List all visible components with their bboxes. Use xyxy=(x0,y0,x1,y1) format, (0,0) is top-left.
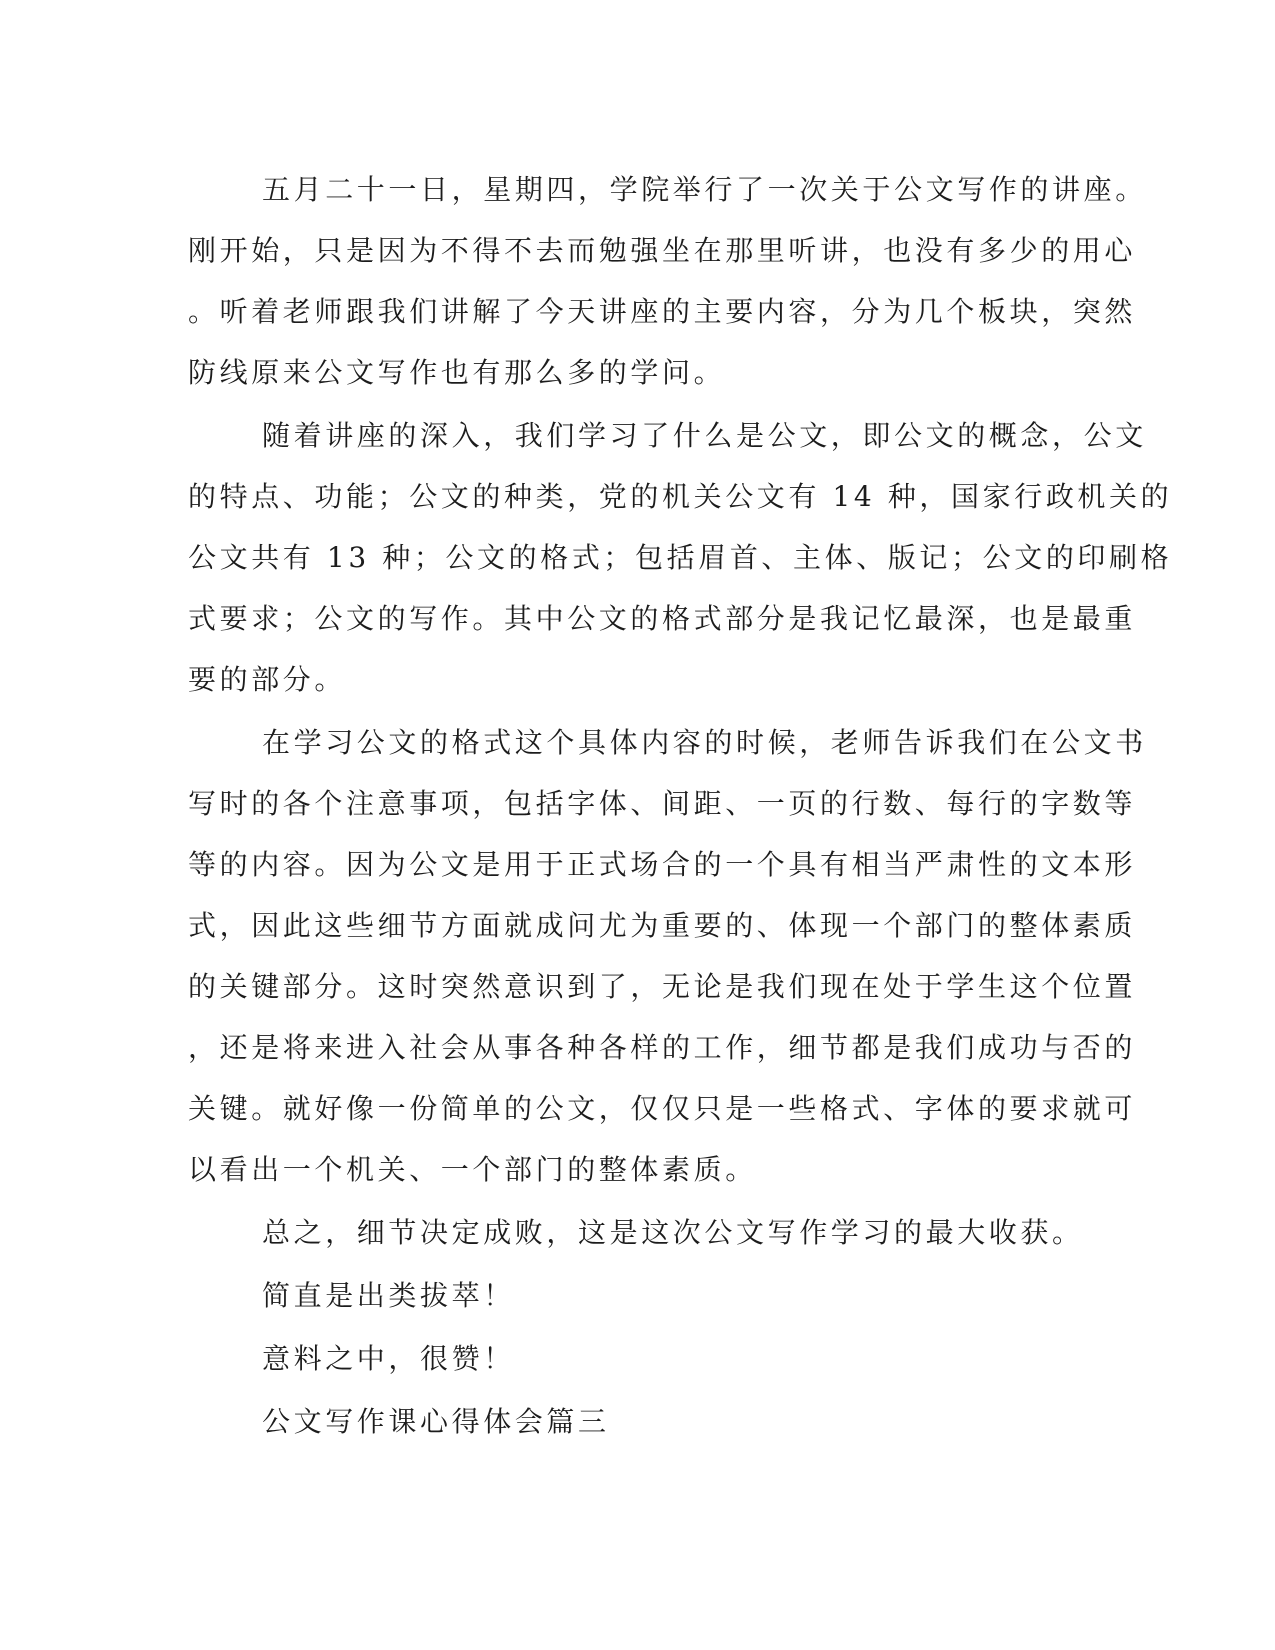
paragraph-2-line-1: 随着讲座的深入，我们学习了什么是公文，即公文的概念，公文 xyxy=(262,419,1147,452)
paragraph-3-line-5: 的关键部分。这时突然意识到了，无论是我们现在处于学生这个位置 xyxy=(188,970,1137,1003)
paragraph-2-line-5: 要的部分。 xyxy=(188,663,347,696)
section-heading: 公文写作课心得体会篇三 xyxy=(262,1405,610,1438)
summary-line: 总之，细节决定成败，这是这次公文写作学习的最大收获。 xyxy=(262,1216,1084,1249)
paragraph-3-line-1: 在学习公文的格式这个具体内容的时候，老师告诉我们在公文书 xyxy=(262,726,1147,759)
paragraph-3-line-2: 写时的各个注意事项，包括字体、间距、一页的行数、每行的字数等 xyxy=(188,787,1137,820)
comment-line-2: 意料之中，很赞！ xyxy=(262,1342,515,1375)
paragraph-1-line-3: 。听着老师跟我们讲解了今天讲座的主要内容，分为几个板块，突然 xyxy=(188,295,1137,328)
paragraph-3-line-7: 关键。就好像一份简单的公文，仅仅只是一些格式、字体的要求就可 xyxy=(188,1092,1137,1125)
paragraph-2-line-4: 式要求；公文的写作。其中公文的格式部分是我记忆最深，也是最重 xyxy=(188,602,1137,635)
paragraph-1-line-4: 防线原来公文写作也有那么多的学问。 xyxy=(188,356,726,389)
paragraph-2-line-3: 公文共有 13 种；公文的格式；包括眉首、主体、版记；公文的印刷格 xyxy=(188,541,1173,574)
paragraph-3-line-4: 式，因此这些细节方面就成问尤为重要的、体现一个部门的整体素质 xyxy=(188,909,1137,942)
comment-line-1: 简直是出类拔萃！ xyxy=(262,1279,515,1312)
paragraph-1-line-1: 五月二十一日，星期四，学院举行了一次关于公文写作的讲座。 xyxy=(262,173,1147,206)
paragraph-3-line-3: 等的内容。因为公文是用于正式场合的一个具有相当严肃性的文本形 xyxy=(188,848,1137,881)
paragraph-2-line-2: 的特点、功能；公文的种类，党的机关公文有 14 种，国家行政机关的 xyxy=(188,480,1173,513)
paragraph-1-line-2: 刚开始，只是因为不得不去而勉强坐在那里听讲，也没有多少的用心 xyxy=(188,234,1137,267)
paragraph-3-line-8: 以看出一个机关、一个部门的整体素质。 xyxy=(188,1153,757,1186)
paragraph-3-line-6: ，还是将来进入社会从事各种各样的工作，细节都是我们成功与否的 xyxy=(188,1031,1137,1064)
